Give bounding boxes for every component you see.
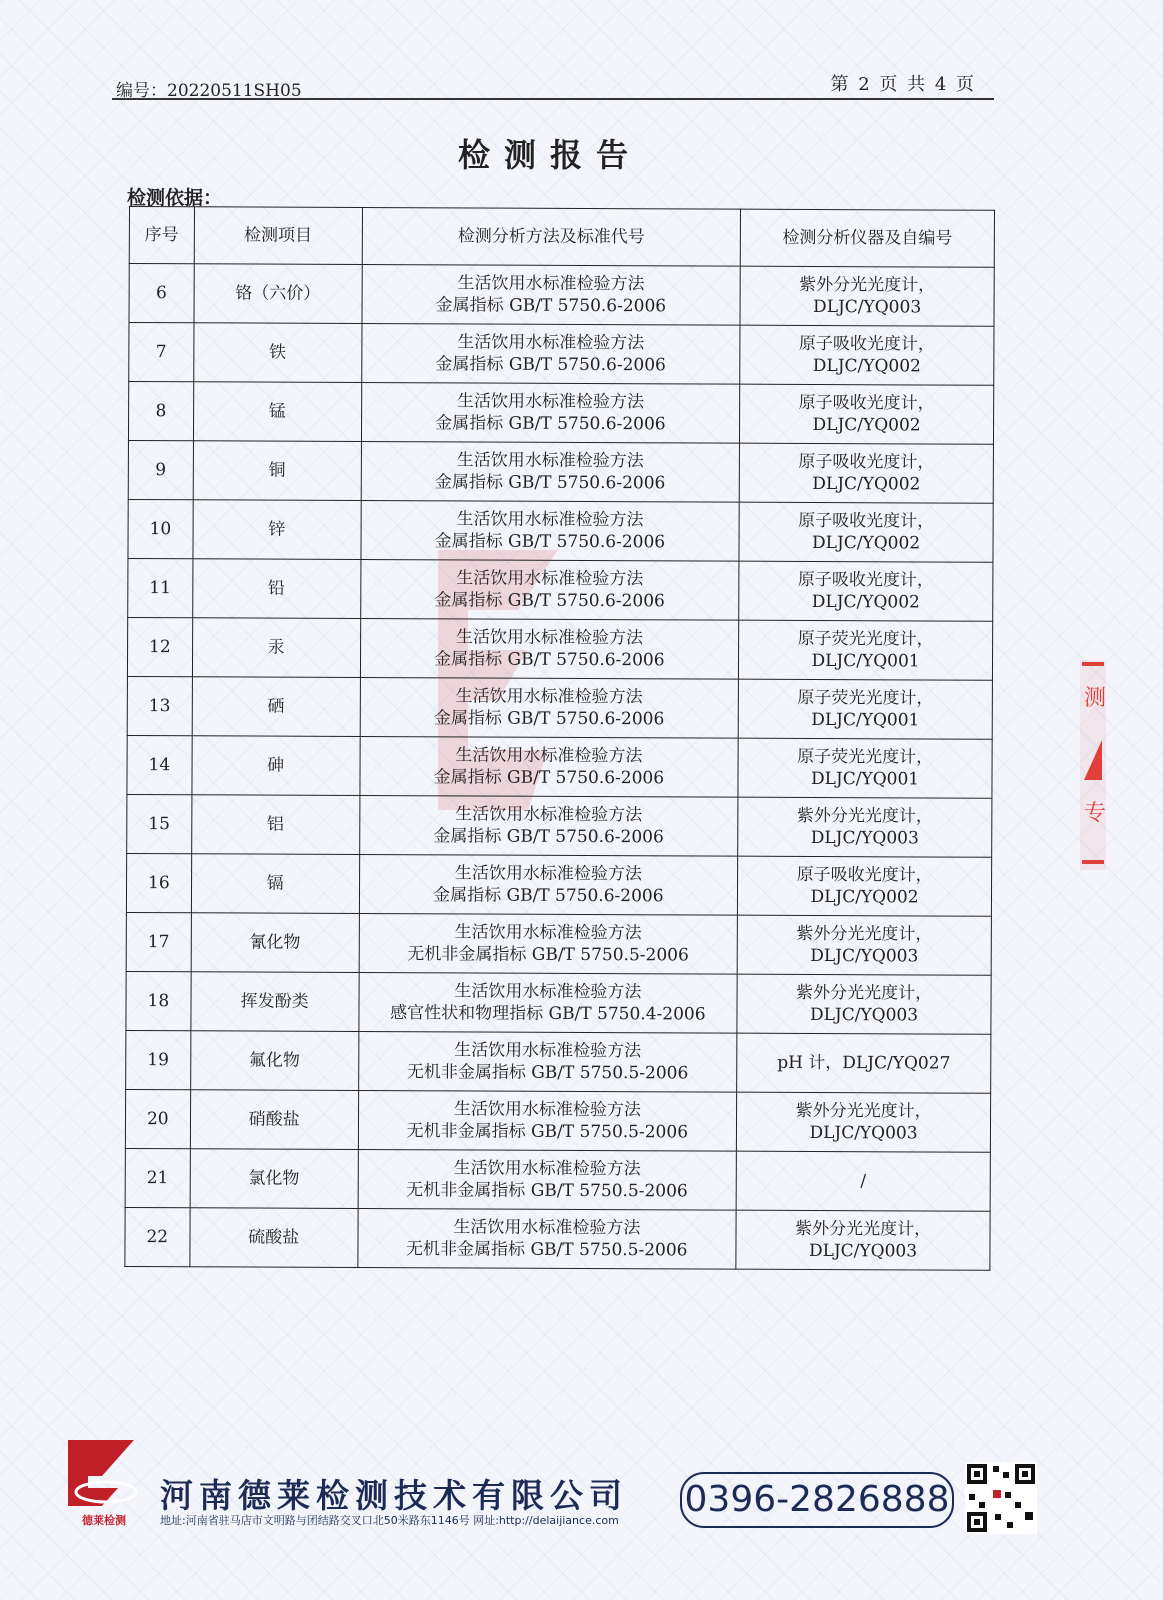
col-header-method: 检测分析方法及标准代号: [362, 208, 741, 267]
cell-instrument-line: DLJC/YQ003: [810, 827, 919, 849]
cell-no-line: 8: [155, 401, 167, 422]
test-basis-table: [124, 206, 995, 1271]
table-row: [127, 735, 992, 798]
cell-instrument-line: DLJC/YQ002: [811, 591, 920, 613]
col-header-instrument: 检测分析仪器及自编号: [740, 209, 994, 267]
cell-instrument-line: DLJC/YQ003: [810, 945, 919, 967]
cell-no-line: 7: [155, 342, 167, 363]
cell-item: [190, 1031, 358, 1091]
cell-item: [190, 1090, 358, 1150]
cell-method: [359, 855, 738, 916]
cell-item: [192, 677, 360, 737]
cell-method-line: 生活饮用水标准检验方法: [455, 686, 643, 708]
cell-instrument: [739, 561, 993, 621]
cell-no-line: 22: [146, 1227, 169, 1248]
cell-instrument: [740, 266, 994, 326]
cell-method: [360, 619, 739, 680]
cell-method: [361, 383, 740, 444]
cell-method: [359, 796, 738, 857]
cell-instrument-line: 原子吸收光度计，: [798, 333, 935, 355]
cell-no-line: 17: [147, 932, 170, 953]
cell-instrument: [737, 915, 991, 975]
cell-method-line: 金属指标 GB/T 5750.6-2006: [434, 590, 665, 612]
cell-method-line: 生活饮用水标准检验方法: [454, 1040, 642, 1062]
cell-method-line: 无机非金属指标 GB/T 5750.5-2006: [407, 944, 689, 966]
table-row: [127, 794, 992, 857]
cell-item: [193, 382, 361, 442]
cell-method-line: 无机非金属指标 GB/T 5750.5-2006: [406, 1180, 688, 1202]
cell-no-line: 11: [149, 578, 172, 599]
cell-instrument: [738, 738, 992, 798]
cell-no: [126, 971, 191, 1030]
cell-instrument-line: 原子荧光光度计，: [797, 746, 934, 768]
cell-method-line: 无机非金属指标 GB/T 5750.5-2006: [406, 1239, 688, 1261]
col-header-item: 检测项目: [194, 207, 362, 265]
cell-no: [127, 735, 192, 794]
cell-method-line: 金属指标 GB/T 5750.6-2006: [433, 885, 664, 907]
stamp-char-1: 测: [1084, 686, 1106, 711]
cell-item: [193, 441, 361, 501]
cell-instrument-line: DLJC/YQ002: [812, 414, 921, 436]
cell-no: [128, 558, 193, 617]
cell-instrument-line: 紫外分光光度计，: [799, 274, 936, 296]
cell-item: [192, 559, 360, 619]
cell-no: [126, 853, 191, 912]
cell-method-line: 生活饮用水标准检验方法: [456, 450, 644, 472]
cell-item-line: 铝: [266, 814, 284, 835]
cell-no-line: 19: [147, 1050, 169, 1071]
cell-item-line: 汞: [267, 637, 285, 658]
cell-no-line: 16: [148, 873, 170, 894]
cell-instrument-line: 原子吸收光度计，: [798, 392, 935, 414]
cell-instrument-line: 原子吸收光度计，: [796, 864, 933, 886]
cell-item-line: 氯化物: [248, 1168, 300, 1189]
cell-method: [362, 265, 741, 326]
document-number: 编号：20220511SH05: [116, 81, 302, 101]
cell-method-line: 生活饮用水标准检验方法: [455, 745, 643, 767]
cell-instrument-line: DLJC/YQ003: [809, 1122, 918, 1144]
cell-method-line: 金属指标 GB/T 5750.6-2006: [433, 767, 665, 789]
cell-method: [360, 560, 739, 621]
cell-item: [193, 500, 361, 560]
cell-instrument: [737, 974, 991, 1034]
cell-instrument-line: DLJC/YQ002: [812, 355, 921, 377]
cell-item-line: 硫酸盐: [248, 1227, 300, 1248]
cell-item-line: 镉: [266, 873, 284, 894]
cell-instrument-line: /: [860, 1171, 867, 1192]
cell-method-line: 生活饮用水标准检验方法: [457, 273, 645, 295]
page-title: 检测报告: [457, 136, 642, 174]
cell-method-line: 金属指标 GB/T 5750.6-2006: [433, 708, 665, 730]
cell-instrument-line: 紫外分光光度计，: [796, 805, 933, 827]
cell-method-line: 生活饮用水标准检验方法: [456, 568, 644, 590]
cell-method: [358, 1032, 737, 1093]
table-row: [126, 971, 991, 1034]
qr-code-icon: [965, 1462, 1037, 1534]
table-row: [128, 382, 993, 445]
cell-instrument-line: DLJC/YQ002: [812, 473, 921, 495]
cell-method-line: 生活饮用水标准检验方法: [454, 922, 642, 944]
table-row: [126, 1030, 991, 1093]
table-row: [127, 617, 992, 680]
table-row: [128, 440, 993, 503]
table-row: [128, 558, 993, 621]
cell-no: [128, 499, 193, 558]
cell-no: [126, 1030, 191, 1089]
cell-method-line: 金属指标 GB/T 5750.6-2006: [434, 472, 666, 494]
cell-method-line: 金属指标 GB/T 5750.6-2006: [434, 649, 665, 671]
cell-item: [193, 323, 361, 383]
page-number: 第 2 页 共 4 页: [830, 74, 976, 95]
cell-method-line: 生活饮用水标准检验方法: [455, 804, 643, 826]
cell-item-line: 氟化物: [248, 1050, 300, 1071]
cell-instrument-line: 原子荧光光度计，: [797, 687, 934, 709]
cell-no-line: 9: [155, 460, 167, 481]
stamp-char-2: 专: [1084, 801, 1106, 826]
cell-no: [127, 617, 192, 676]
table-row: [129, 323, 994, 386]
basis-label: 检测依据：: [127, 187, 223, 209]
cell-instrument-line: DLJC/YQ001: [811, 709, 920, 731]
cell-instrument-line: 紫外分光光度计，: [796, 923, 933, 945]
cell-instrument: [739, 620, 993, 680]
cell-no-line: 20: [146, 1109, 169, 1130]
cell-instrument: [739, 502, 993, 562]
cell-method-line: 生活饮用水标准检验方法: [454, 863, 642, 885]
table-row: [129, 264, 994, 327]
cell-instrument: [736, 1210, 990, 1270]
cell-item-line: 铁: [268, 342, 287, 363]
cell-item: [194, 264, 362, 324]
cell-instrument-line: DLJC/YQ003: [808, 1240, 918, 1262]
stamp-fragment: [1080, 660, 1106, 870]
cell-method-line: 无机非金属指标 GB/T 5750.5-2006: [406, 1121, 689, 1143]
cell-item: [190, 1149, 358, 1209]
cell-instrument-line: 紫外分光光度计，: [795, 1100, 932, 1122]
cell-method: [359, 914, 738, 975]
cell-instrument-line: DLJC/YQ003: [813, 296, 922, 318]
cell-instrument-line: 原子吸收光度计，: [797, 569, 934, 591]
cell-no: [127, 676, 192, 735]
cell-no: [127, 794, 192, 853]
cell-item: [191, 795, 359, 855]
cell-method: [361, 501, 740, 562]
cell-instrument-line: 原子吸收光度计，: [798, 510, 935, 532]
cell-instrument: [738, 797, 992, 857]
cell-method-line: 无机非金属指标 GB/T 5750.5-2006: [406, 1062, 689, 1084]
cell-method: [358, 973, 737, 1034]
cell-no: [125, 1148, 190, 1207]
cell-no-line: 12: [149, 637, 171, 658]
company-address: 地址:河南省驻马店市文明路与团结路交叉口北50米路东1146号 网址:http://delaijiance.com: [160, 1514, 619, 1527]
cell-method-line: 生活饮用水标准检验方法: [453, 1158, 641, 1180]
cell-item: [191, 972, 359, 1032]
cell-method: [358, 1150, 737, 1211]
cell-no: [129, 323, 194, 382]
cell-no: [129, 264, 194, 323]
cell-no-line: 18: [147, 991, 170, 1012]
cell-instrument-line: pH 计，DLJC/YQ027: [777, 1052, 951, 1074]
cell-no-line: 14: [148, 755, 171, 776]
phone-number: 0396-2826888: [680, 1472, 954, 1528]
cell-instrument: [740, 384, 994, 444]
cell-item-line: 铜: [268, 460, 286, 481]
cell-item-line: 挥发酚类: [240, 991, 309, 1012]
cell-method: [360, 678, 739, 739]
cell-instrument: [739, 443, 993, 503]
cell-instrument: [737, 1033, 991, 1093]
cell-no-line: 21: [146, 1168, 169, 1189]
cell-method-line: 金属指标 GB/T 5750.6-2006: [435, 354, 666, 376]
table-row: [125, 1207, 990, 1270]
table-row: [128, 499, 993, 562]
table-row: [127, 676, 992, 739]
cell-item: [191, 854, 359, 914]
cell-instrument-line: DLJC/YQ001: [810, 768, 920, 790]
cell-item: [192, 618, 360, 678]
cell-method: [361, 442, 740, 503]
cell-method: [360, 737, 739, 798]
cell-method-line: 金属指标 GB/T 5750.6-2006: [435, 413, 666, 435]
cell-item-line: 铅: [267, 578, 286, 599]
cell-method-line: 生活饮用水标准检验方法: [454, 981, 642, 1003]
cell-instrument-line: DLJC/YQ002: [812, 532, 921, 554]
cell-method-line: 生活饮用水标准检验方法: [456, 391, 645, 413]
cell-no: [126, 912, 191, 971]
cell-no: [128, 382, 193, 441]
cell-item-line: 硝酸盐: [248, 1109, 300, 1130]
cell-item-line: 铬（六价）: [235, 283, 321, 304]
cell-instrument: [740, 325, 994, 385]
table-row: [125, 1148, 990, 1211]
cell-item: [191, 913, 359, 973]
cell-item-line: 硒: [267, 696, 285, 717]
cell-item: [190, 1208, 358, 1268]
cell-no: [125, 1089, 190, 1148]
cell-method-line: 生活饮用水标准检验方法: [453, 1217, 641, 1239]
cell-no-line: 6: [155, 283, 167, 304]
cell-method-line: 金属指标 GB/T 5750.6-2006: [434, 531, 666, 553]
col-header-no: 序号: [129, 207, 194, 264]
cell-item-line: 锌: [268, 519, 286, 540]
cell-no: [125, 1207, 190, 1266]
logo-caption: 德莱检测: [82, 1514, 126, 1527]
cell-instrument: [738, 856, 992, 916]
cell-item-line: 氰化物: [249, 932, 301, 953]
table-row: [126, 912, 991, 975]
cell-instrument-line: 原子吸收光度计，: [798, 451, 935, 473]
cell-no-line: 15: [148, 814, 170, 835]
table-row: [125, 1089, 990, 1152]
cell-instrument-line: 紫外分光光度计，: [796, 982, 933, 1004]
cell-no: [128, 440, 193, 499]
cell-instrument-line: 紫外分光光度计，: [795, 1218, 932, 1240]
cell-instrument-line: DLJC/YQ003: [809, 1004, 919, 1026]
cell-method: [361, 324, 740, 385]
cell-instrument-line: 原子荧光光度计，: [797, 628, 934, 650]
cell-method: [357, 1209, 736, 1270]
cell-method-line: 生活饮用水标准检验方法: [455, 627, 644, 649]
cell-item: [192, 736, 360, 796]
cell-instrument: [736, 1151, 990, 1211]
table-row: [126, 853, 991, 916]
cell-item-line: 锰: [268, 401, 286, 422]
cell-method-line: 感官性状和物理指标 GB/T 5750.4-2006: [390, 1003, 706, 1025]
cell-instrument: [738, 679, 992, 739]
company-name: 河南德莱检测技术有限公司: [160, 1476, 628, 1515]
cell-method-line: 生活饮用水标准检验方法: [457, 332, 645, 354]
cell-instrument-line: DLJC/YQ002: [810, 886, 919, 908]
page-header: [112, 68, 994, 100]
cell-no-line: 10: [149, 519, 172, 540]
cell-item-line: 砷: [267, 755, 285, 776]
cell-no-line: 13: [148, 696, 171, 717]
cell-instrument: [736, 1092, 990, 1152]
cell-method-line: 生活饮用水标准检验方法: [453, 1099, 641, 1121]
cell-method: [358, 1091, 737, 1152]
cell-instrument-line: DLJC/YQ001: [811, 650, 920, 672]
cell-method-line: 金属指标 GB/T 5750.6-2006: [435, 295, 667, 317]
cell-method-line: 金属指标 GB/T 5750.6-2006: [433, 826, 664, 848]
cell-method-line: 生活饮用水标准检验方法: [456, 509, 644, 531]
table-header-row: [129, 207, 994, 268]
